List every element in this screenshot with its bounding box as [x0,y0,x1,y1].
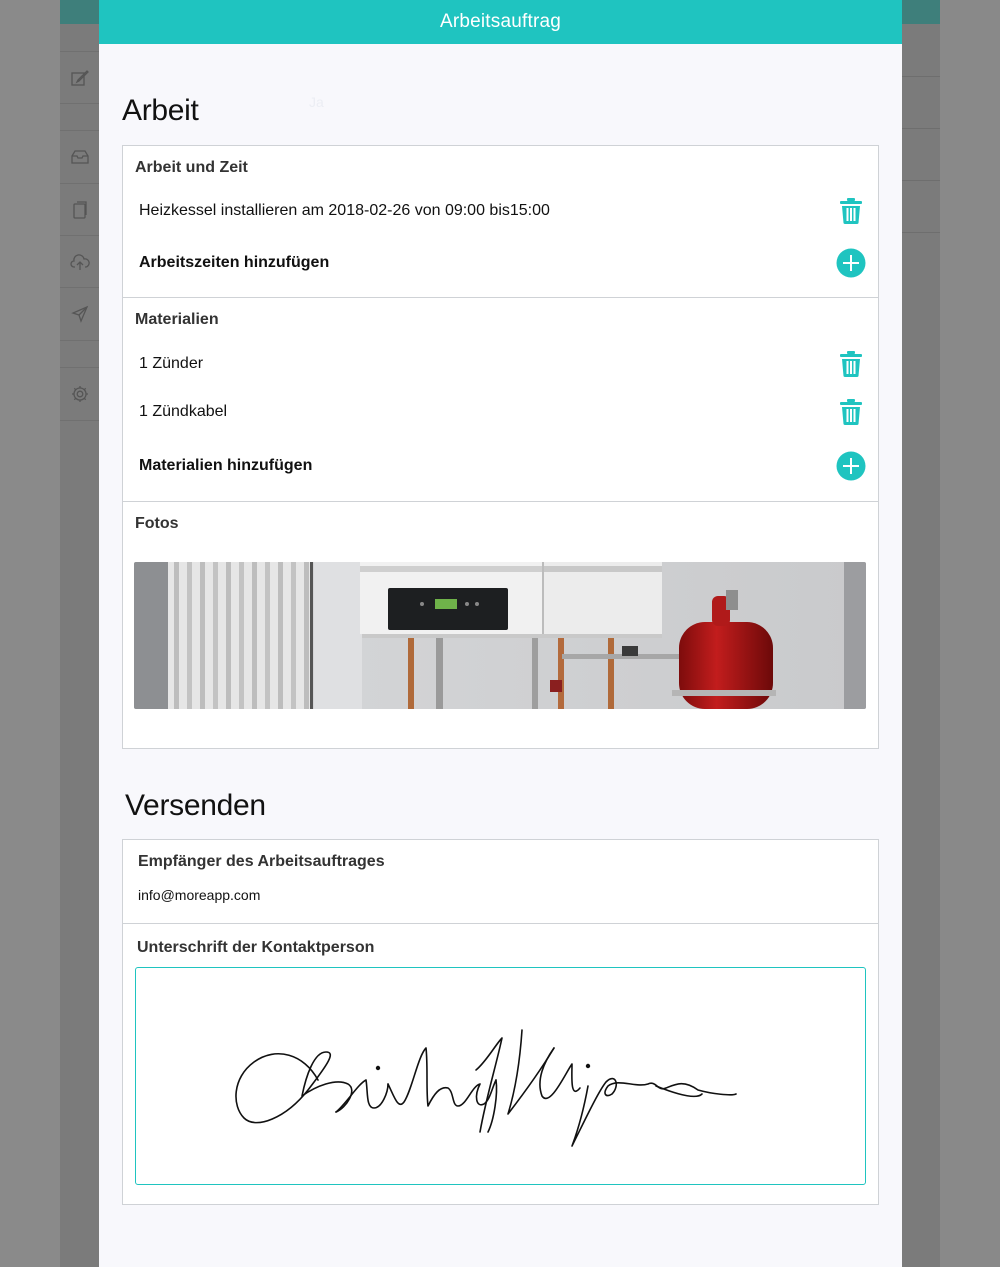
ghost-text: Ja [309,94,324,110]
add-material-label: Materialien hinzufügen [139,457,313,474]
background-sidebar [60,24,100,1267]
sidebar-item-send [60,288,100,341]
signature-group [123,924,878,1204]
signature-pad[interactable] [135,967,866,1185]
materialien-group [123,298,878,502]
sidebar-item-inbox [60,131,100,184]
sidebar-item-upload [60,236,100,288]
background-list [902,24,940,1267]
section-title-arbeit: Arbeit [122,94,199,127]
fotos-group [123,502,878,748]
trash-icon[interactable] [836,196,866,226]
material-entry[interactable] [139,349,866,379]
handwritten-signature [136,968,867,1186]
group-title: Fotos [135,515,179,532]
signature-title: Unterschrift der Kontaktperson [137,939,375,956]
material-entry[interactable] [139,397,866,427]
work-order-modal [99,0,902,1267]
inbox-icon [70,147,90,167]
gear-icon [70,384,90,404]
versenden-panel [122,839,879,1205]
cloud-upload-icon [70,252,90,272]
plus-circle-icon[interactable] [836,451,866,481]
document-icon [70,200,90,220]
group-title: Materialien [135,311,219,328]
add-work-time-label: Arbeitszeiten hinzufügen [139,254,330,271]
recipient-group [123,840,878,924]
material-entry-label: 1 Zündkabel [139,403,228,420]
modal-title: Arbeitsauftrag [439,11,562,32]
sidebar-row [60,341,100,368]
group-title: Arbeit und Zeit [135,159,248,176]
section-title-versenden: Versenden [125,789,266,822]
trash-icon[interactable] [836,349,866,379]
sidebar-item-settings [60,368,100,421]
background-margin [940,0,1000,1267]
material-entry-label: 1 Zünder [139,355,204,372]
sidebar-item-edit [60,52,100,104]
sidebar-row [60,24,100,52]
plus-circle-icon[interactable] [836,248,866,278]
modal-header [99,0,902,44]
sidebar-row [60,104,100,131]
arbeit-und-zeit-group [123,146,878,298]
arbeit-panel [122,145,879,749]
add-material-row[interactable] [139,451,866,481]
edit-icon [70,68,90,88]
trash-icon[interactable] [836,397,866,427]
work-entry-label: Heizkessel installieren am 2018-02-26 von 09:00 bis15:00 [139,202,550,219]
add-work-time-row[interactable] [139,248,866,278]
recipient-title: Empfänger des Arbeitsauftrages [138,853,385,870]
sidebar-item-document [60,184,100,236]
recipient-email[interactable]: info@moreapp.com [138,887,261,903]
boiler-photo[interactable] [134,562,866,709]
work-entry[interactable] [139,196,866,226]
send-icon [70,304,90,324]
